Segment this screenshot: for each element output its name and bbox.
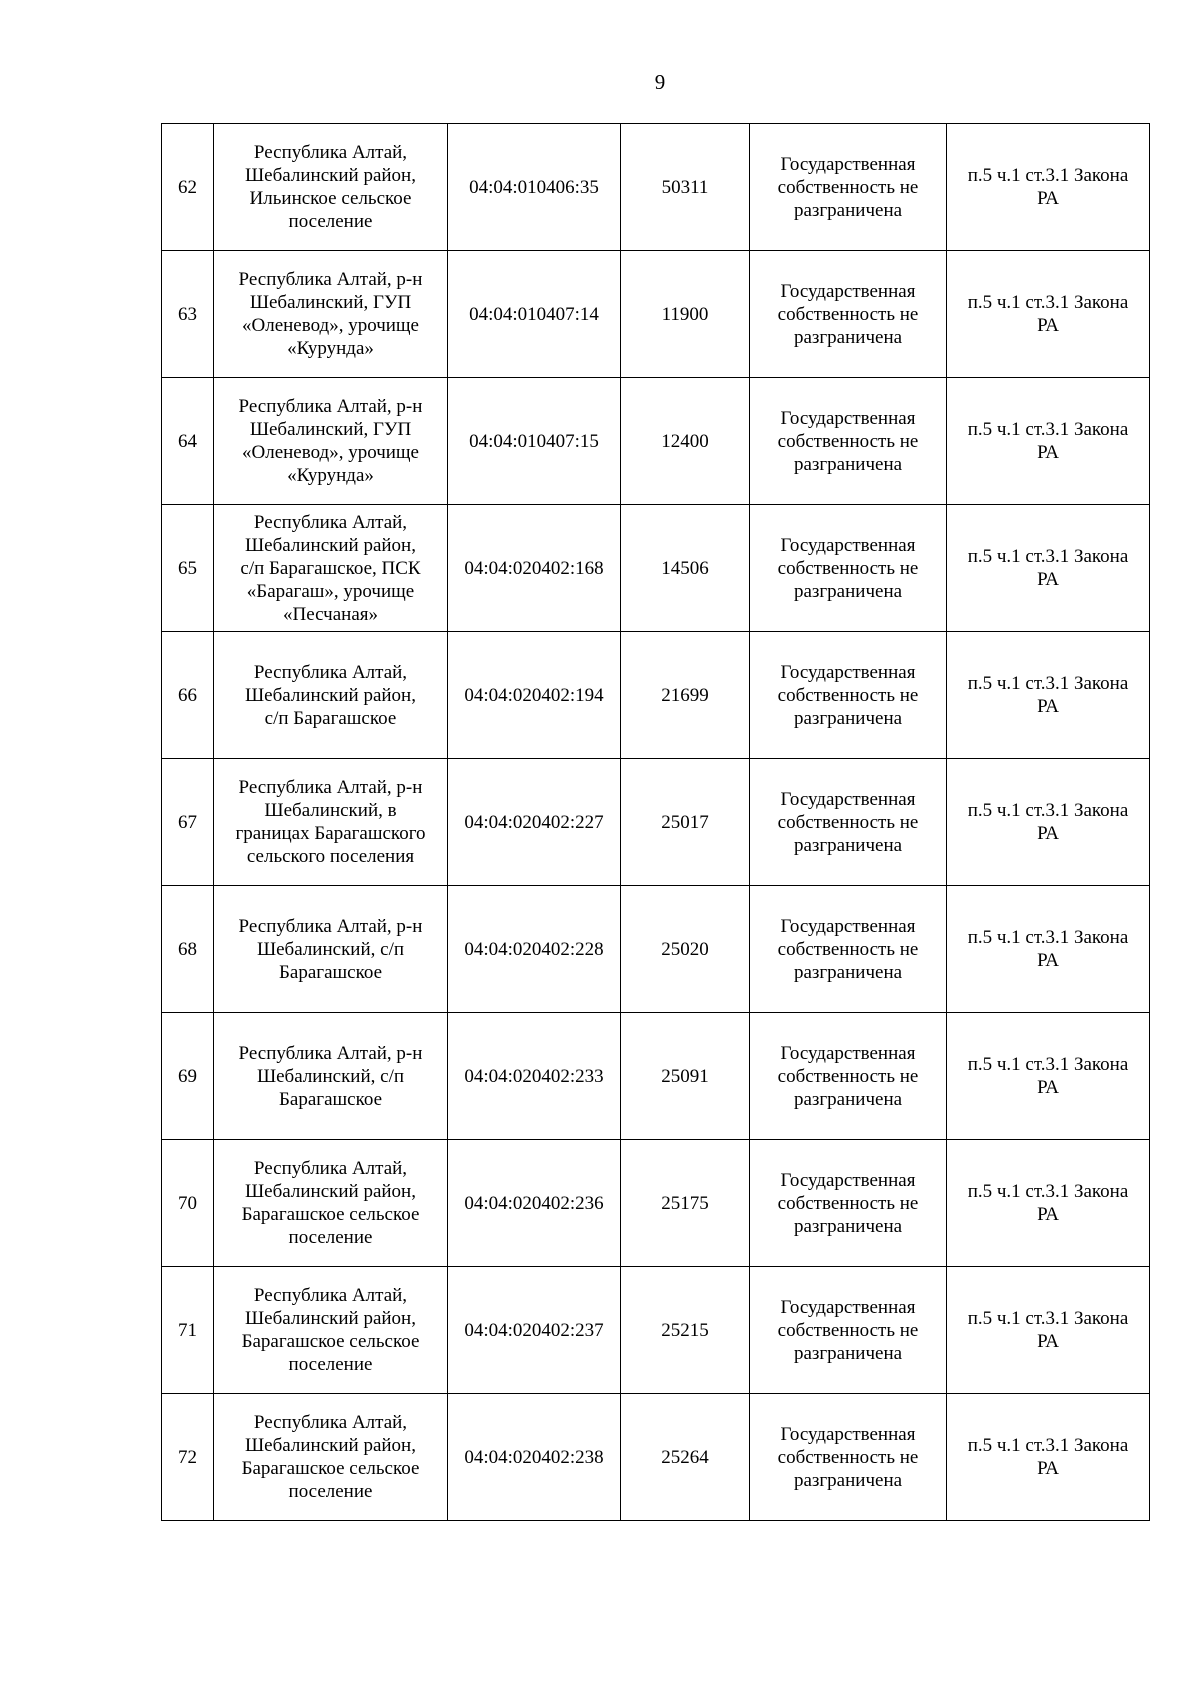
cadastral-number-cell: 04:04:020402:238	[448, 1394, 621, 1521]
cadastral-number-cell: 04:04:010407:14	[448, 251, 621, 378]
row-number-cell: 70	[162, 1140, 214, 1267]
legal-basis-cell: п.5 ч.1 ст.3.1 Закона РА	[947, 1267, 1150, 1394]
ownership-cell: Государственная собственность не разграничена	[750, 124, 947, 251]
area-cell: 21699	[621, 632, 750, 759]
cadastral-number-cell: 04:04:020402:236	[448, 1140, 621, 1267]
table-body	[162, 124, 1150, 1521]
address-cell: Республика Алтай, р-н Шебалинский, с/п Барагашское	[214, 1013, 448, 1140]
table-row	[162, 759, 1150, 886]
table-row	[162, 1013, 1150, 1140]
area-cell: 12400	[621, 378, 750, 505]
cadastral-number-cell: 04:04:020402:168	[448, 505, 621, 632]
cadastral-number-cell: 04:04:020402:194	[448, 632, 621, 759]
ownership-cell: Государственная собственность не разграничена	[750, 1267, 947, 1394]
ownership-cell: Государственная собственность не разграничена	[750, 505, 947, 632]
legal-basis-cell: п.5 ч.1 ст.3.1 Закона РА	[947, 632, 1150, 759]
ownership-cell: Государственная собственность не разграничена	[750, 759, 947, 886]
table-row	[162, 1140, 1150, 1267]
table-row	[162, 124, 1150, 251]
land-plots-table	[161, 123, 1150, 1521]
row-number-cell: 64	[162, 378, 214, 505]
ownership-cell: Государственная собственность не разграничена	[750, 378, 947, 505]
row-number-cell: 66	[162, 632, 214, 759]
legal-basis-cell: п.5 ч.1 ст.3.1 Закона РА	[947, 759, 1150, 886]
address-cell: Республика Алтай, р-н Шебалинский, ГУП «Оленевод», урочище «Курунда»	[214, 251, 448, 378]
legal-basis-cell: п.5 ч.1 ст.3.1 Закона РА	[947, 1394, 1150, 1521]
area-cell: 11900	[621, 251, 750, 378]
address-cell: Республика Алтай, Шебалинский район, Барагашское сельское поселение	[214, 1267, 448, 1394]
row-number-cell: 63	[162, 251, 214, 378]
ownership-cell: Государственная собственность не разграничена	[750, 1394, 947, 1521]
area-cell: 14506	[621, 505, 750, 632]
table-row	[162, 632, 1150, 759]
legal-basis-cell: п.5 ч.1 ст.3.1 Закона РА	[947, 886, 1150, 1013]
area-cell: 25215	[621, 1267, 750, 1394]
area-cell: 25017	[621, 759, 750, 886]
table-row	[162, 251, 1150, 378]
ownership-cell: Государственная собственность не разграничена	[750, 1140, 947, 1267]
address-cell: Республика Алтай, Шебалинский район, Барагашское сельское поселение	[214, 1394, 448, 1521]
address-cell: Республика Алтай, Шебалинский район, с/п Барагашское	[214, 632, 448, 759]
row-number-cell: 65	[162, 505, 214, 632]
area-cell: 50311	[621, 124, 750, 251]
table-row	[162, 505, 1150, 632]
cadastral-number-cell: 04:04:020402:228	[448, 886, 621, 1013]
table-row	[162, 886, 1150, 1013]
legal-basis-cell: п.5 ч.1 ст.3.1 Закона РА	[947, 505, 1150, 632]
row-number-cell: 72	[162, 1394, 214, 1521]
area-cell: 25091	[621, 1013, 750, 1140]
address-cell: Республика Алтай, р-н Шебалинский, ГУП «Оленевод», урочище «Курунда»	[214, 378, 448, 505]
address-cell: Республика Алтай, р-н Шебалинский, с/п Барагашское	[214, 886, 448, 1013]
table-row	[162, 378, 1150, 505]
legal-basis-cell: п.5 ч.1 ст.3.1 Закона РА	[947, 1013, 1150, 1140]
ownership-cell: Государственная собственность не разграничена	[750, 1013, 947, 1140]
address-cell: Республика Алтай, Шебалинский район, Барагашское сельское поселение	[214, 1140, 448, 1267]
area-cell: 25020	[621, 886, 750, 1013]
legal-basis-cell: п.5 ч.1 ст.3.1 Закона РА	[947, 124, 1150, 251]
row-number-cell: 71	[162, 1267, 214, 1394]
row-number-cell: 62	[162, 124, 214, 251]
table-row	[162, 1267, 1150, 1394]
cadastral-number-cell: 04:04:020402:233	[448, 1013, 621, 1140]
legal-basis-cell: п.5 ч.1 ст.3.1 Закона РА	[947, 1140, 1150, 1267]
area-cell: 25264	[621, 1394, 750, 1521]
legal-basis-cell: п.5 ч.1 ст.3.1 Закона РА	[947, 251, 1150, 378]
table-row	[162, 1394, 1150, 1521]
cadastral-number-cell: 04:04:020402:237	[448, 1267, 621, 1394]
row-number-cell: 68	[162, 886, 214, 1013]
ownership-cell: Государственная собственность не разграничена	[750, 886, 947, 1013]
legal-basis-cell: п.5 ч.1 ст.3.1 Закона РА	[947, 378, 1150, 505]
page-number: 9	[654, 70, 666, 94]
row-number-cell: 69	[162, 1013, 214, 1140]
cadastral-number-cell: 04:04:020402:227	[448, 759, 621, 886]
address-cell: Республика Алтай, р-н Шебалинский, в границах Барагашского сельского поселения	[214, 759, 448, 886]
area-cell: 25175	[621, 1140, 750, 1267]
address-cell: Республика Алтай, Шебалинский район, Ильинское сельское поселение	[214, 124, 448, 251]
cadastral-number-cell: 04:04:010407:15	[448, 378, 621, 505]
cadastral-number-cell: 04:04:010406:35	[448, 124, 621, 251]
row-number-cell: 67	[162, 759, 214, 886]
ownership-cell: Государственная собственность не разграничена	[750, 632, 947, 759]
address-cell: Республика Алтай, Шебалинский район, с/п Барагашское, ПСК «Барагаш», урочище «Песчаная»	[214, 505, 448, 632]
ownership-cell: Государственная собственность не разграничена	[750, 251, 947, 378]
